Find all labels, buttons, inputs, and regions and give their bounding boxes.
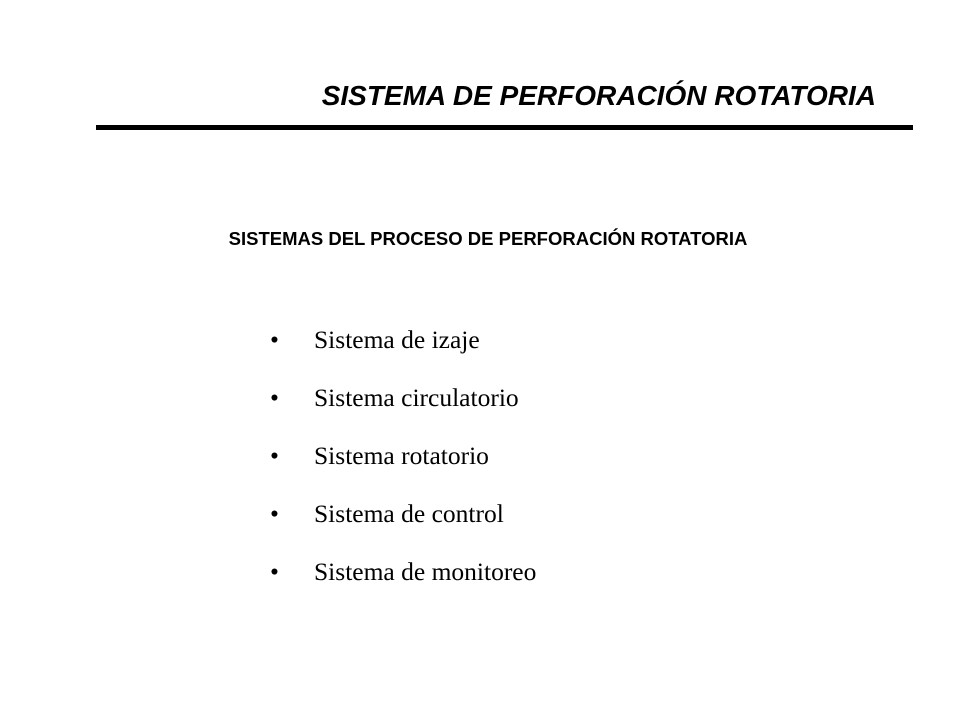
slide-title: SISTEMA DE PERFORACIÓN ROTATORIA — [321, 80, 876, 111]
list-item — [264, 492, 536, 550]
list-item-text: Sistema circulatorio — [314, 383, 519, 412]
list-item — [264, 550, 536, 608]
list-item-text: Sistema de monitoreo — [314, 557, 537, 586]
bullet-icon: • — [270, 441, 279, 470]
list-item — [264, 318, 536, 376]
bullet-list — [264, 318, 536, 608]
list-item — [264, 434, 536, 492]
list-item-text: Sistema de izaje — [314, 325, 480, 354]
section-subtitle: SISTEMAS DEL PROCESO DE PERFORACIÓN ROTATORIA — [228, 228, 748, 249]
bullet-icon: • — [270, 325, 279, 354]
bullet-icon: • — [270, 383, 279, 412]
bullet-icon: • — [270, 499, 279, 528]
list-item-text: Sistema de control — [314, 499, 504, 528]
title-underline-rule — [96, 125, 913, 130]
bullet-icon: • — [270, 557, 279, 586]
list-item — [264, 376, 536, 434]
list-item-text: Sistema rotatorio — [314, 441, 489, 470]
